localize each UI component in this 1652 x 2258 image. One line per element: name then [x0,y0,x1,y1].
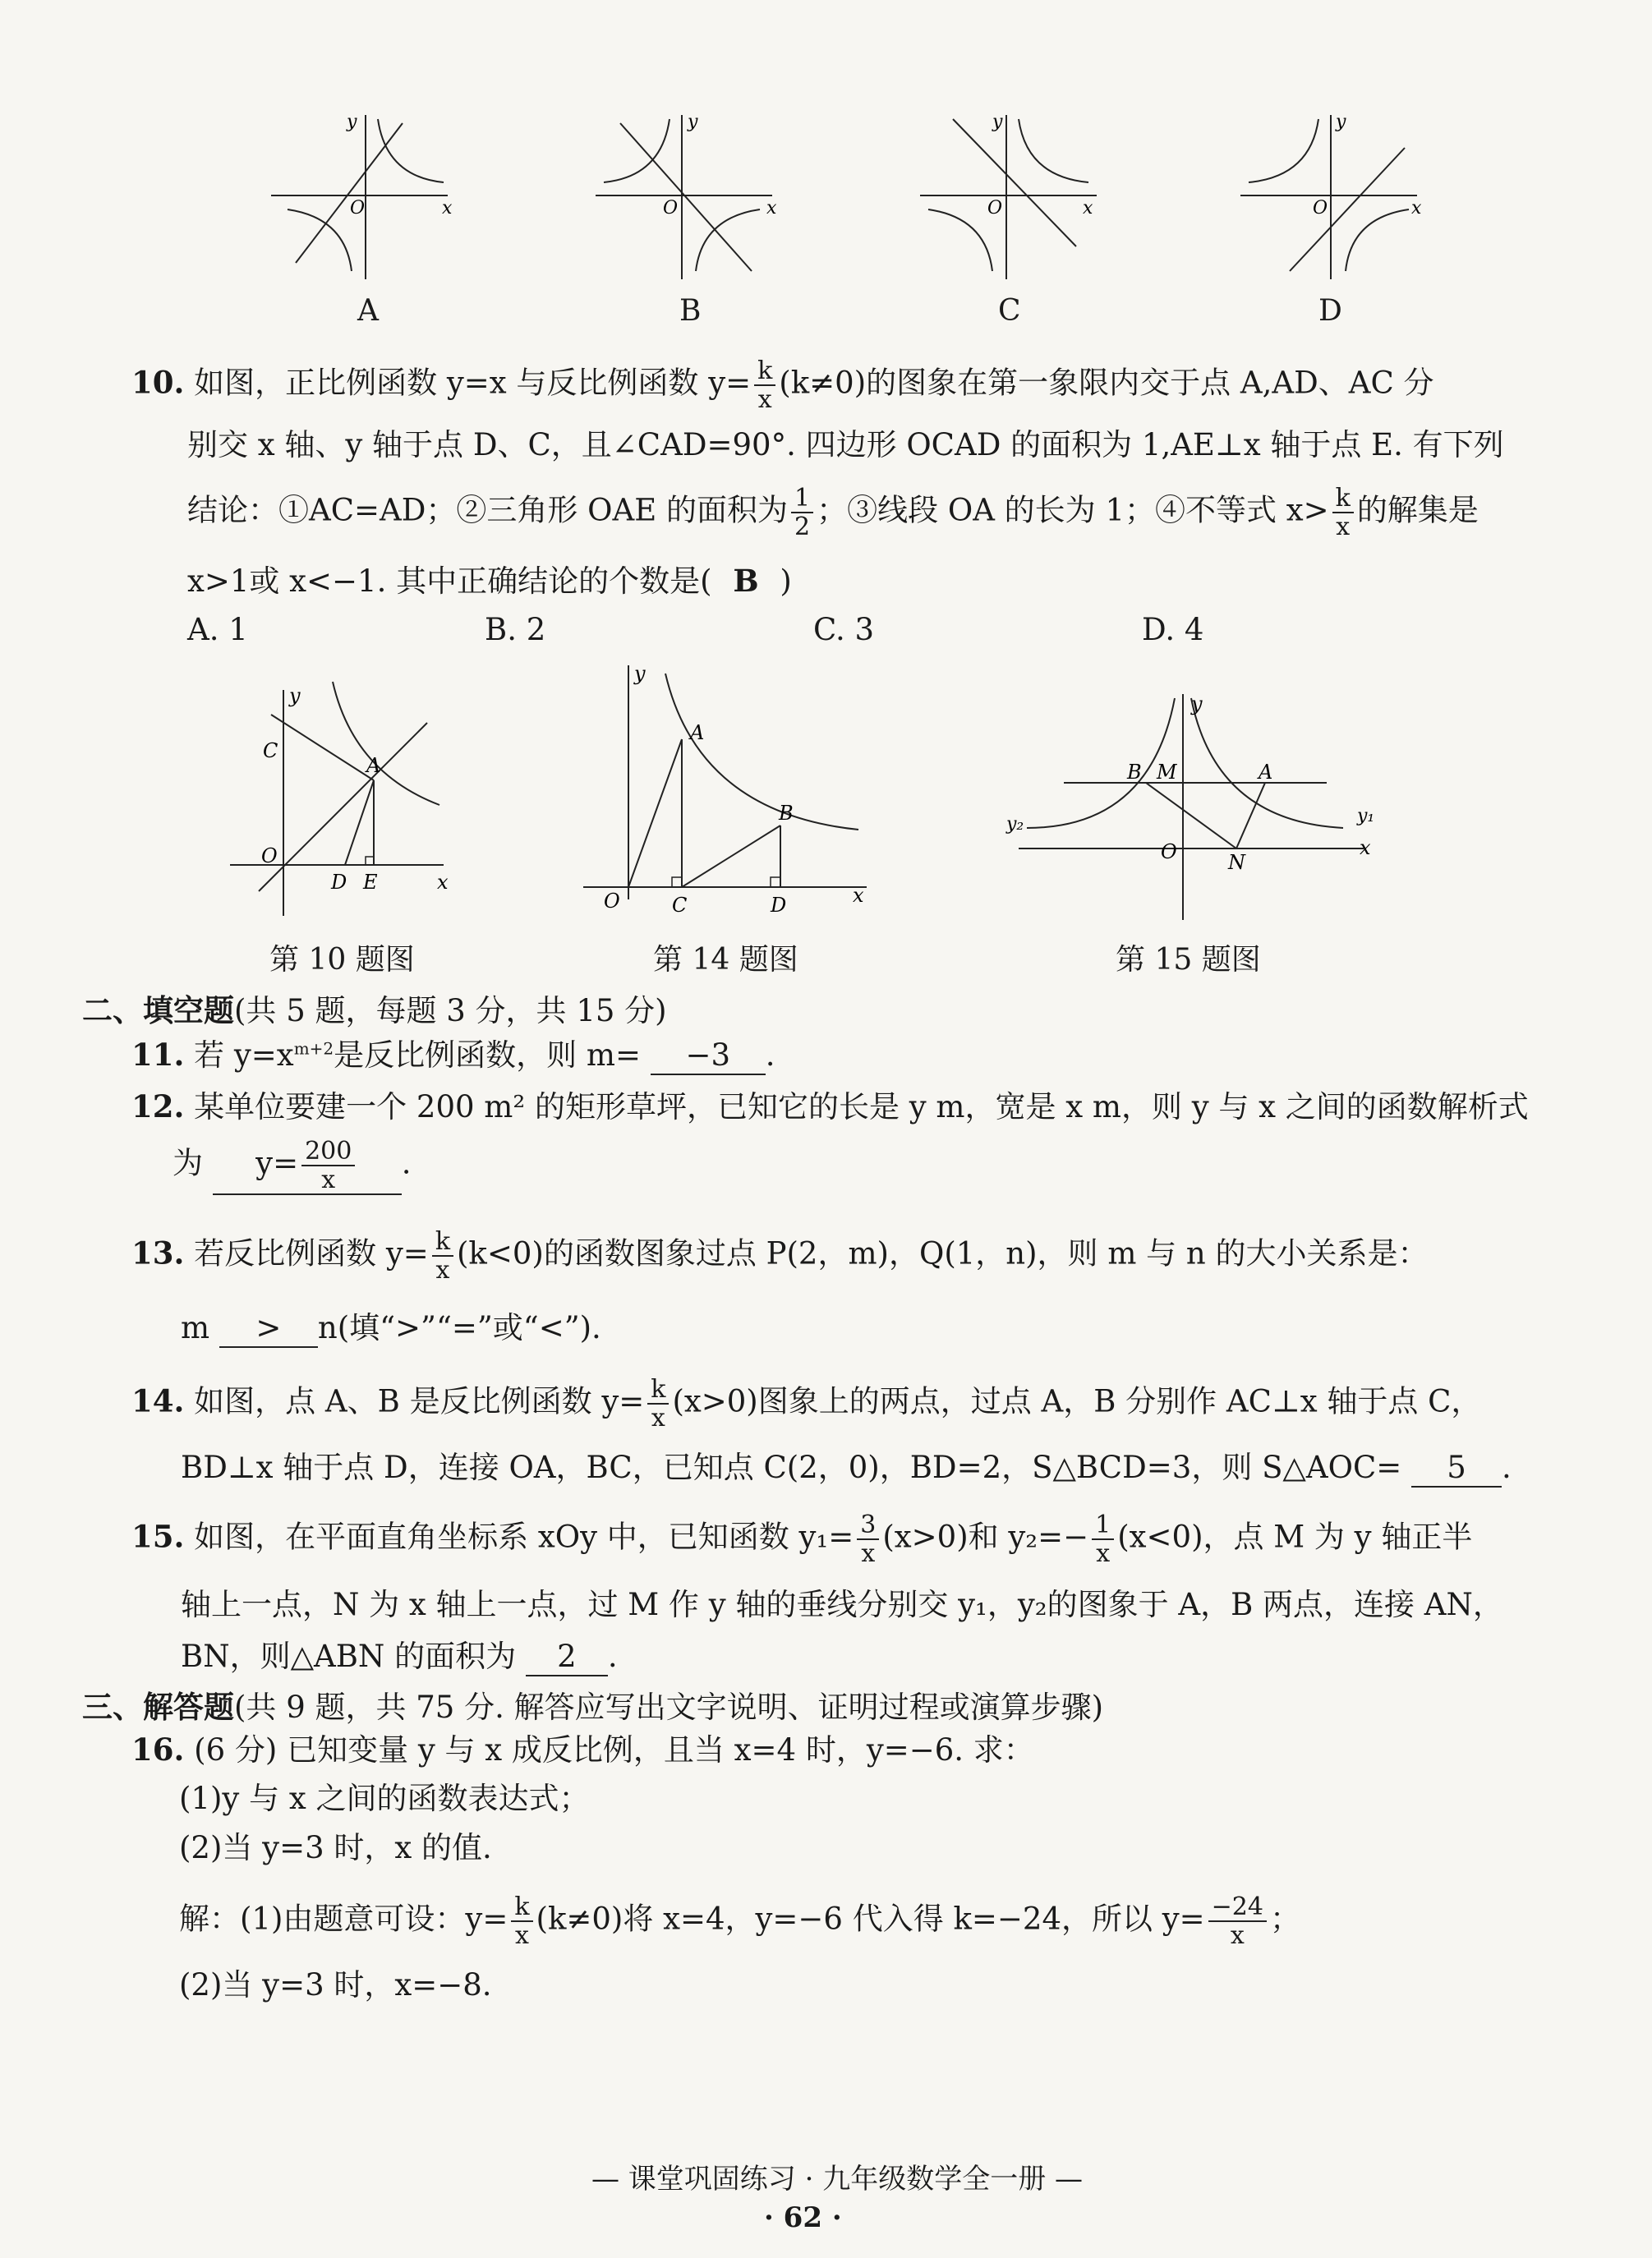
section-2-title: 二、填空题 [82,992,234,1028]
section-2-note: (共 5 题，每题 3 分，共 15 分) [234,993,667,1028]
q16-sol-end: ； [1269,1901,1300,1937]
q16-text-1: (6 分) 已知变量 y 与 x 成反比例，且当 x=4 时，y=−6. 求： [194,1732,1034,1768]
fig10-label-d: D [331,871,347,894]
svg-text:x: x [1411,198,1422,218]
svg-text:y: y [992,112,1003,132]
q10-text-4: x>1或 x<−1. 其中正确结论的个数是( [187,563,712,599]
svg-text:O: O [350,198,366,218]
q10-text-3a: 结论：①AC=AD；②三角形 OAE 的面积为 [187,492,789,528]
fig14-caption: 第 14 题图 [653,943,798,977]
q13-text-1a: 若反比例函数 y= [194,1235,429,1272]
q13-frac-den: x [435,1256,450,1285]
q10-option-c: C. 3 [813,612,875,647]
q16-sol-b: (k≠0)将 x=4，y=−6 代入得 k=−24，所以 y= [536,1901,1205,1937]
q12-answer-y: y= [255,1145,299,1181]
fig14-label-b: B [779,802,794,825]
fig15-label-x: x [1360,836,1371,859]
q10-option-b: B. 2 [485,612,546,647]
fig10-label-e: E [363,871,378,894]
q10-text-3b: ；③线段 OA 的长为 1；④不等式 x> [817,492,1329,528]
q10-text-3c: 的解集是 [1356,492,1479,528]
q15-line2: 轴上一点，N 为 x 轴上一点，过 M 作 y 轴的垂线分别交 y₁，y₂的图象于 A，B 两点，连接 AN， [181,1587,1503,1622]
q14-text-1b: (x>0)图象上的两点，过点 A，B 分别作 AC⊥x 轴于点 C， [672,1383,1482,1419]
q16-sol-fraction-result [1208,1893,1267,1949]
q16-sol-rn: −24 [1208,1893,1267,1922]
q14-end: . [1502,1450,1512,1485]
fig10-label-o: O [261,844,278,867]
q12-answer-fraction [301,1138,355,1193]
q12-number: 12. [131,1088,185,1124]
q10-fraction-k-x-2 [1332,485,1354,540]
q13-fraction [432,1228,453,1284]
q12-answer-num: 200 [301,1138,355,1166]
q14-number: 14. [131,1382,185,1419]
svg-text:O: O [663,198,679,218]
q10-line1 [131,357,1434,413]
q10-frac2-num: k [1332,485,1354,513]
fig10-label-a: A [366,754,381,777]
fig15-label-n: N [1228,851,1245,874]
q11-text-a: 若 y=x [194,1037,294,1073]
q10-option-a: A. 1 [187,612,248,647]
svg-text:x: x [766,198,777,218]
graph-option-d [1232,107,1429,287]
fig15-label-y1: y₁ [1357,806,1375,826]
q13-frac-num: k [432,1228,453,1257]
q11-number: 11. [131,1037,185,1073]
fig14-label-x: x [853,884,864,907]
q15-f2-num: 1 [1092,1511,1114,1540]
q16-line1 [131,1731,1034,1768]
q13-text-1b: (k<0)的函数图象过点 P(2，m)，Q(1，n)，则 m 与 n 的大小关系是： [457,1235,1429,1272]
q10-option-d: D. 4 [1142,612,1204,647]
q15-fraction-2 [1092,1511,1114,1567]
graph-option-label-a: A [357,294,379,328]
q14-text-2: BD⊥x 轴于点 D，连接 OA，BC，已知点 C(2，0)，BD=2，S△BCD=3，则 S△AOC= [181,1450,1402,1485]
q12-end: . [401,1145,412,1181]
fig15-label-y2: y₂ [1006,814,1024,835]
q12-answer-den: x [321,1166,336,1194]
q15-text-1b: (x>0)和 y₂=− [882,1519,1089,1555]
q14-text-1a: 如图，点 A、B 是反比例函数 y= [194,1383,645,1419]
figure-15 [1002,690,1397,928]
fig15-label-y: y [1191,692,1203,715]
q14-fraction [647,1376,669,1432]
graph-option-a [263,107,460,287]
q11 [131,1037,775,1075]
q12-line1 [131,1088,1529,1125]
fig14-label-o: O [604,890,620,913]
fig15-label-b: B [1127,761,1142,784]
figure-14 [575,657,879,920]
section-2-heading [82,986,667,1030]
q16-part2: (2)当 y=3 时，x 的值. [179,1830,492,1865]
section-3-title: 三、解答题 [82,1689,234,1725]
q15-text-1c: (x<0)，点 M 为 y 轴正半 [1117,1519,1473,1555]
q16-sol-rd: x [1230,1921,1245,1950]
fig15-label-o: O [1161,840,1177,863]
q10-frac-den: x [757,385,772,414]
q10-frac-num: k [754,357,775,386]
q10-answer: B [733,563,759,599]
fig10-label-c: C [263,739,278,762]
fig15-label-a: A [1259,761,1273,784]
q15-line1 [131,1511,1472,1567]
q16-sol-fn: k [511,1893,532,1922]
q11-answer: −3 [651,1037,766,1075]
graph-option-label-c: C [998,294,1021,328]
footer-title: — 课堂巩固练习 · 九年级数学全一册 — [591,2163,1084,2196]
fig10-label-y: y [289,684,301,707]
q14-frac-den: x [651,1404,665,1433]
q12-line2 [173,1138,412,1195]
q13-number: 13. [131,1235,185,1272]
q13-text-2b: n(填“>”“=”或“<”). [317,1310,601,1345]
q12-prefix: 为 [173,1145,203,1181]
q13-answer: > [219,1310,318,1348]
svg-text:x: x [442,198,453,218]
figure-10 [222,674,468,920]
fig14-label-c: C [672,894,688,917]
q15-f2-den: x [1096,1539,1111,1568]
q10-number: 10. [131,364,185,401]
fig10-label-x: x [437,871,449,894]
q15-number: 15. [131,1518,185,1555]
q16-sol-a: 解：(1)由题意可设：y= [179,1901,508,1937]
q16-part1: (1)y 与 x 之间的函数表达式； [179,1781,590,1816]
q14-line1 [131,1376,1481,1432]
fig10-caption: 第 10 题图 [269,943,415,977]
section-3-heading [82,1682,1103,1727]
svg-text:O: O [987,198,1003,218]
q11-exponent: m+2 [293,1038,334,1059]
graph-option-b [587,107,785,287]
q10-line4 [187,563,792,600]
svg-text:O: O [1313,198,1328,218]
q10-text-1b: (k≠0)的图象在第一象限内交于点 A,AD、AC 分 [779,365,1434,401]
q16-solution-1 [179,1893,1300,1949]
q16-sol-fd: x [514,1921,529,1950]
q10-fraction-k-x [754,357,775,413]
q15-f1-den: x [861,1539,876,1568]
section-3-note: (共 9 题，共 75 分. 解答应写出文字说明、证明过程或演算步骤) [234,1690,1104,1725]
svg-text:y: y [347,112,357,132]
graph-option-label-d: D [1318,294,1342,328]
svg-text:x: x [1083,198,1093,218]
fig15-label-m: M [1157,761,1177,784]
q10-text-1a: 如图，正比例函数 y=x 与反比例函数 y= [194,365,752,401]
q16-number: 16. [131,1731,185,1768]
q10-half-num: 1 [791,485,813,513]
graph-option-c [912,107,1109,287]
q10-half-den: 2 [794,513,811,541]
q13-text-2a: m [181,1310,210,1345]
q15-f1-num: 3 [857,1511,879,1540]
q14-line2 [181,1450,1512,1488]
page-number: · 62 · [764,2201,842,2234]
q15-answer: 2 [526,1639,608,1676]
q15-end: . [607,1639,618,1674]
q16-solution-2: (2)当 y=3 时，x=−8. [179,1967,492,2003]
q15-fraction-1 [857,1511,879,1567]
svg-text:y: y [688,112,698,132]
q13-line1 [131,1228,1429,1284]
q15-line3 [181,1639,618,1676]
q14-frac-num: k [647,1376,669,1405]
svg-text:y: y [1336,112,1346,132]
q12-text-1: 某单位要建一个 200 m² 的矩形草坪，已知它的长是 y m，宽是 x m，则 y 与 x 之间的函数解析式 [194,1089,1529,1124]
q10-line2: 别交 x 轴、y 轴于点 D、C，且∠CAD=90°. 四边形 OCAD 的面积为 1,AE⊥x 轴于点 E. 有下列 [187,427,1504,462]
q10-line3 [187,485,1479,540]
q15-text-1a: 如图，在平面直角坐标系 xOy 中，已知函数 y₁= [194,1519,854,1555]
q10-frac2-den: x [1336,513,1351,541]
q13-line2 [181,1310,601,1348]
q14-answer: 5 [1411,1450,1502,1488]
q11-text-b: 是反比例函数，则 m= [334,1037,641,1073]
fig14-label-y: y [634,662,646,685]
q16-sol-fraction-k-x [511,1893,532,1949]
fig14-label-d: D [771,894,787,917]
q10-close-paren: ) [780,563,792,599]
fig14-label-a: A [690,721,705,744]
q12-answer [213,1138,402,1195]
q10-fraction-half [791,485,813,540]
fig15-caption: 第 15 题图 [1116,943,1261,977]
q11-end: . [765,1037,775,1073]
q15-text-3a: BN，则△ABN 的面积为 [181,1639,517,1674]
graph-option-label-b: B [679,294,702,328]
